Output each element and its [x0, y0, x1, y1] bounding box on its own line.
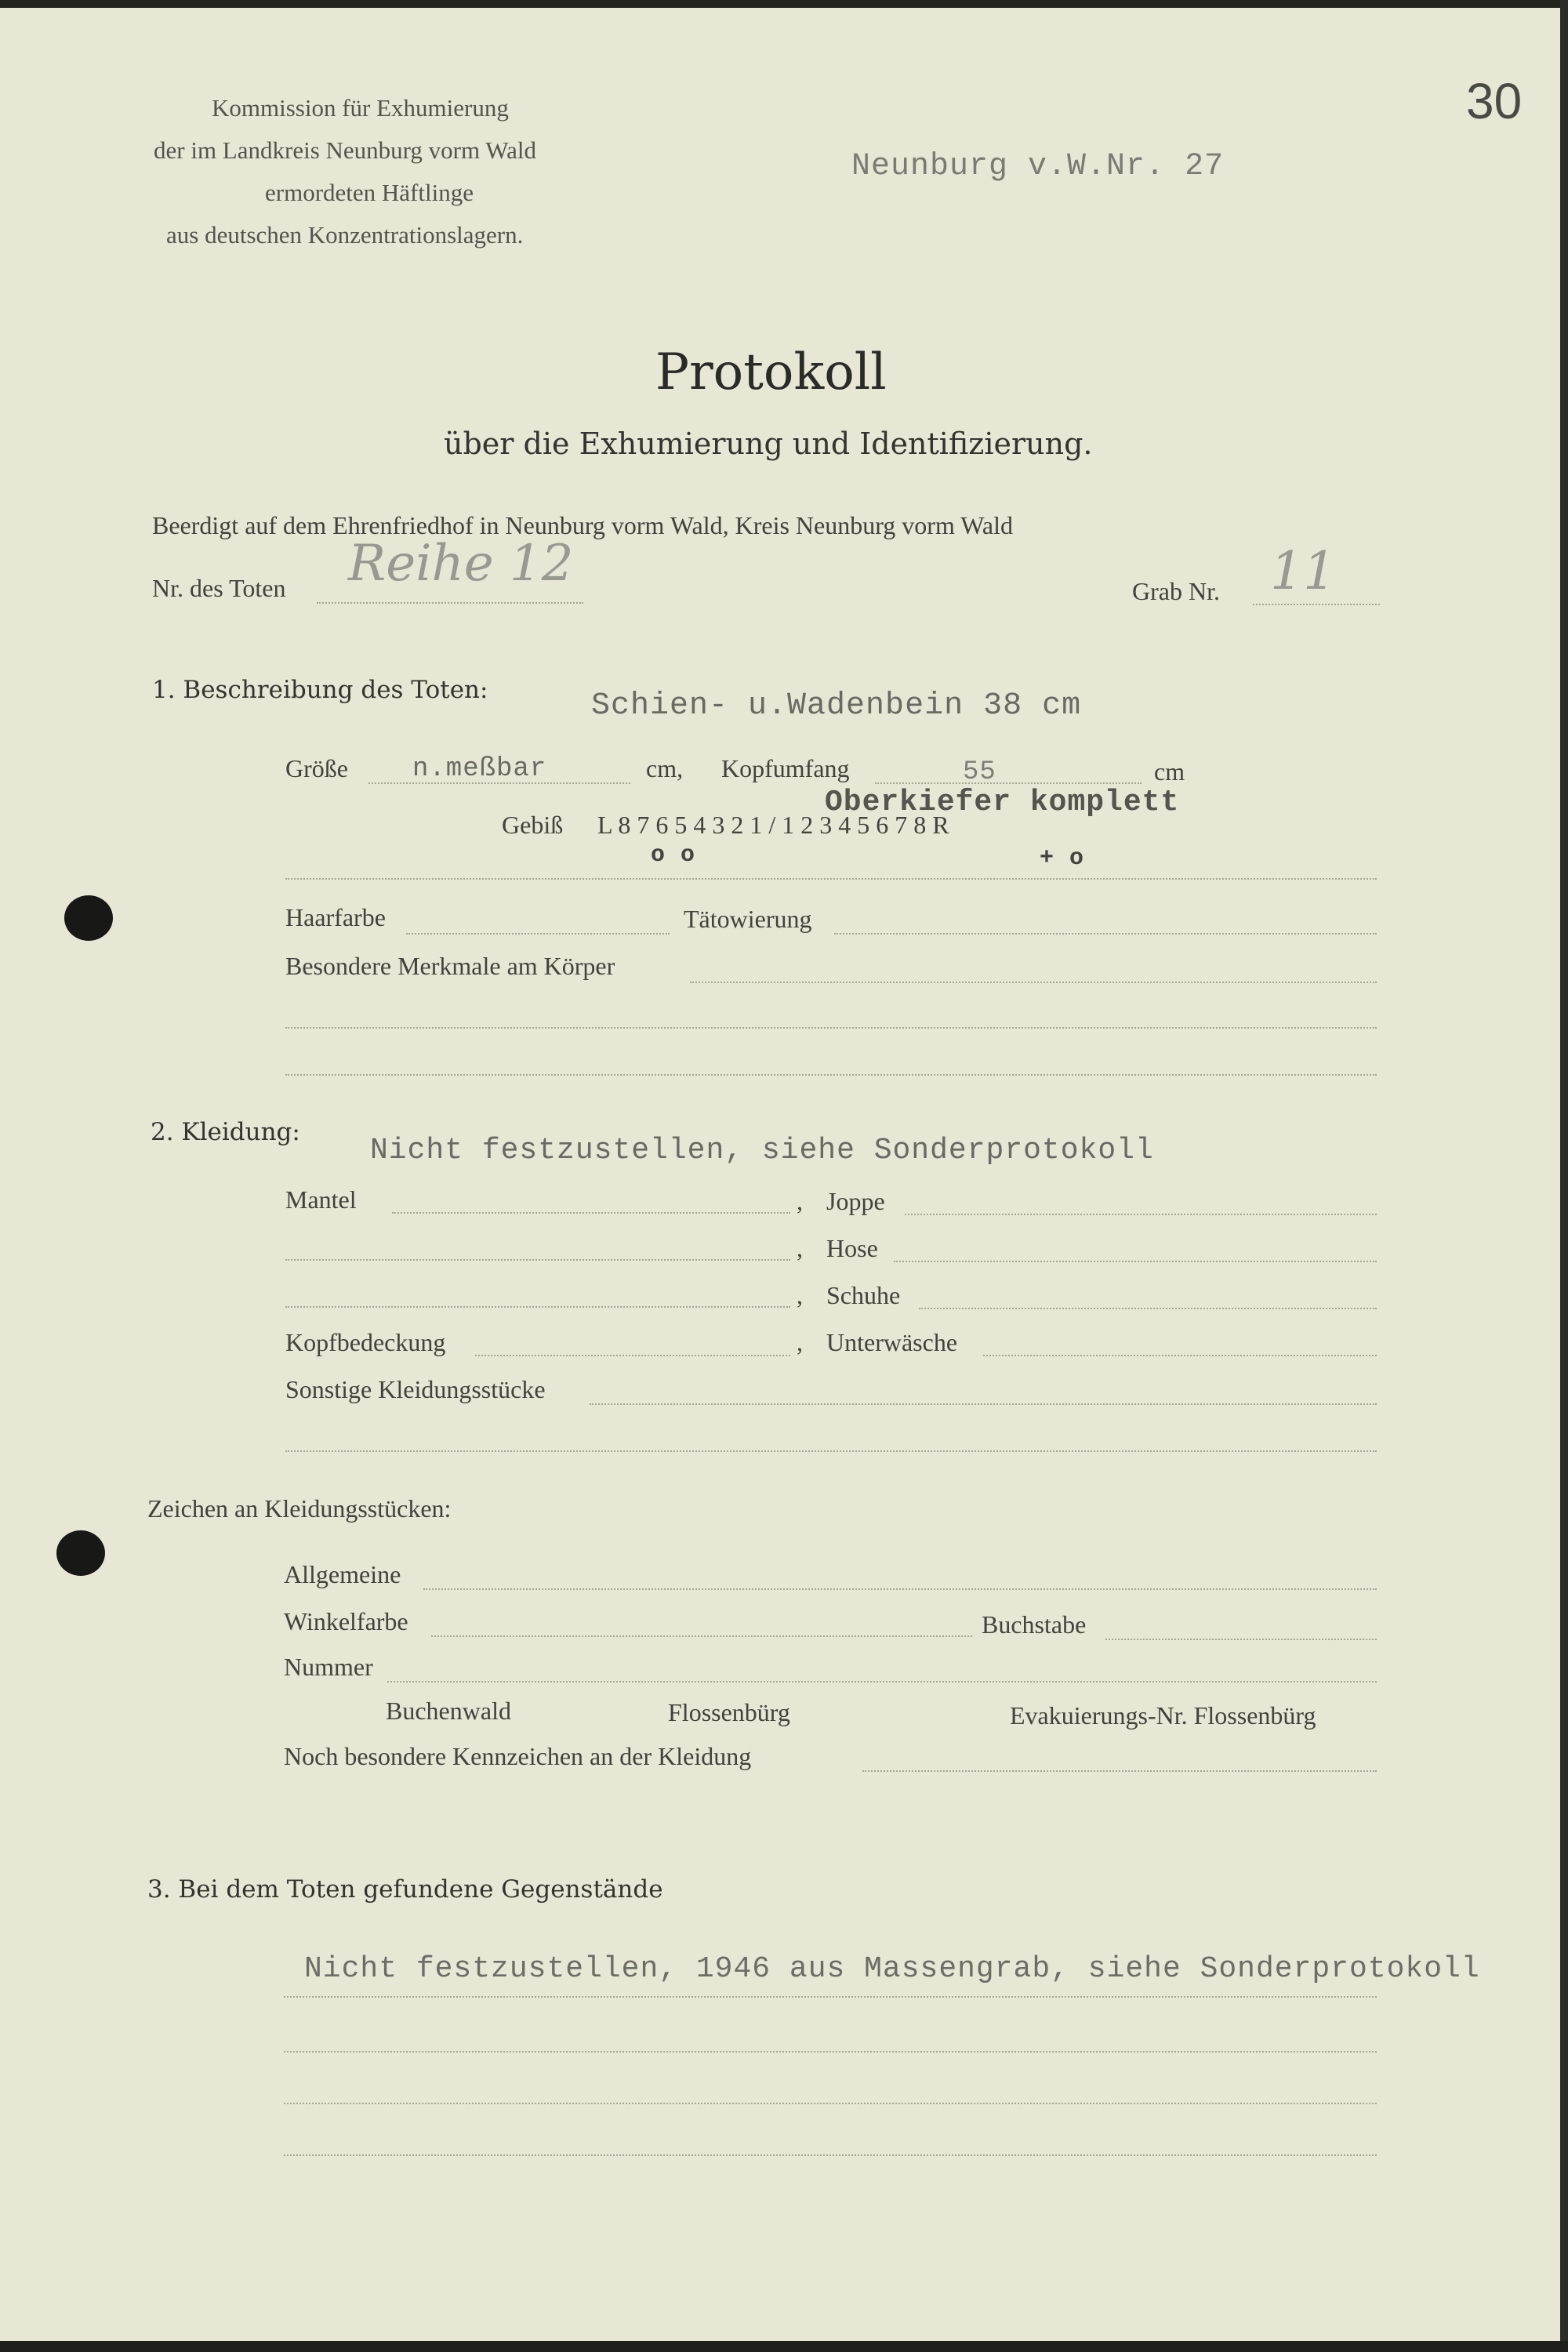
headwear-line [475, 1355, 790, 1356]
commission-line-1: Kommission für Exhumierung [212, 94, 509, 122]
commission-line-3: ermordeten Häftlinge [265, 179, 474, 206]
scan-edge-bottom [0, 2341, 1568, 2352]
punch-hole-upper [64, 895, 113, 941]
coat-line [392, 1212, 790, 1214]
size-unit: cm, [646, 754, 684, 782]
special-marks-label: Noch besondere Kennzeichen an der Kleidung [284, 1742, 752, 1770]
comma-3: , [797, 1281, 803, 1309]
head-circumference-line [875, 782, 1142, 784]
shoes-label: Schuhe [826, 1281, 901, 1309]
shoes-line [919, 1308, 1377, 1309]
dead-number-line [317, 602, 583, 604]
special-marks-line [862, 1770, 1377, 1772]
hair-color-label: Haarfarbe [285, 903, 386, 931]
badge-color-line [431, 1635, 972, 1637]
coat-label: Mantel [285, 1185, 357, 1214]
teeth-line [285, 878, 1377, 880]
coat-line-3 [285, 1306, 790, 1308]
head-circumference-unit: cm [1154, 757, 1185, 786]
teeth-marks-left: o o [651, 842, 696, 869]
bone-measurement-note: Schien- u.Wadenbein 38 cm [591, 688, 1082, 724]
headwear-label: Kopfbedeckung [285, 1328, 446, 1356]
trousers-label: Hose [826, 1234, 878, 1262]
file-reference: Neunburg v.W.Nr. 27 [851, 149, 1225, 184]
teeth-note: Oberkiefer komplett [825, 786, 1180, 819]
general-line [423, 1588, 1377, 1590]
body-features-label: Besondere Merkmale am Körper [285, 952, 615, 980]
trousers-line [894, 1261, 1377, 1262]
dead-number-label: Nr. des Toten [152, 574, 286, 602]
commission-line-4: aus deutschen Konzentrationslagern. [166, 221, 524, 249]
document-title: Protokoll [655, 343, 887, 401]
objects-line-2 [284, 2051, 1377, 2053]
letter-label: Buchstabe [982, 1610, 1087, 1639]
marks-heading: Zeichen an Kleidungsstücken: [147, 1494, 452, 1523]
underwear-label: Unterwäsche [826, 1328, 958, 1356]
section-1-heading: 1. Beschreibung des Toten: [152, 676, 488, 704]
size-value: n.meßbar [412, 754, 547, 784]
body-features-line-3 [285, 1074, 1377, 1076]
head-circumference-value: 55 [963, 757, 996, 787]
punch-hole-lower [56, 1530, 105, 1576]
grave-number-label: Grab Nr. [1132, 577, 1220, 605]
comma-2: , [797, 1234, 803, 1262]
section-2-heading: 2. Kleidung: [151, 1118, 300, 1146]
underwear-line [983, 1355, 1377, 1356]
evacuation-number-label: Evakuierungs-Nr. Flossenbürg [1010, 1701, 1316, 1730]
scan-edge-top [0, 0, 1568, 8]
other-clothing-line [590, 1403, 1377, 1405]
tattoo-label: Tätowierung [684, 905, 812, 933]
commission-line-2: der im Landkreis Neunburg vorm Wald [154, 136, 536, 164]
number-line [387, 1681, 1377, 1682]
tattoo-line [834, 933, 1377, 935]
hair-color-line [406, 933, 670, 935]
grave-number-value: 11 [1270, 541, 1336, 601]
coat-line-2 [285, 1259, 790, 1261]
buchenwald-label: Buchenwald [386, 1697, 511, 1725]
teeth-label: Gebiß [502, 811, 564, 839]
comma-1: , [797, 1187, 803, 1215]
document-subtitle: über die Exhumierung und Identifizierung. [444, 426, 1093, 461]
page-number: 30 [1466, 73, 1523, 129]
burial-location: Beerdigt auf dem Ehrenfriedhof in Neunburg vorm Wald, Kreis Neunburg vorm Wald [152, 511, 1013, 539]
dead-number-value: Reihe 12 [348, 535, 574, 593]
body-features-line-2 [285, 1027, 1377, 1029]
objects-line-3 [284, 2103, 1377, 2104]
other-clothing-label: Sonstige Kleidungsstücke [285, 1375, 546, 1403]
objects-line-4 [284, 2154, 1377, 2156]
scan-edge-right [1560, 0, 1568, 2352]
badge-color-label: Winkelfarbe [284, 1607, 408, 1635]
size-label: Größe [285, 754, 348, 782]
letter-line [1105, 1639, 1377, 1640]
objects-found-note: Nicht festzustellen, 1946 aus Massengrab, siehe Sonderprotokoll [304, 1952, 1480, 1986]
section-3-heading: 3. Bei dem Toten gefundene Gegenstände [147, 1875, 663, 1904]
number-label: Nummer [284, 1653, 373, 1681]
teeth-chart: L 8 7 6 5 4 3 2 1 / 1 2 3 4 5 6 7 8 R [597, 811, 949, 839]
body-features-line-1 [690, 982, 1377, 983]
other-clothing-line-2 [285, 1450, 1377, 1452]
flossenburg-label: Flossenbürg [668, 1698, 790, 1726]
jacket-label: Joppe [826, 1187, 885, 1215]
comma-4: , [797, 1328, 803, 1356]
clothing-note: Nicht festzustellen, siehe Sonderprotokoll [370, 1134, 1154, 1167]
teeth-marks-right: + o [1040, 845, 1085, 872]
jacket-line [905, 1214, 1377, 1215]
head-circumference-label: Kopfumfang [721, 754, 850, 782]
grave-number-line [1253, 604, 1380, 605]
general-label: Allgemeine [284, 1560, 401, 1588]
objects-line-1 [284, 1996, 1377, 1998]
